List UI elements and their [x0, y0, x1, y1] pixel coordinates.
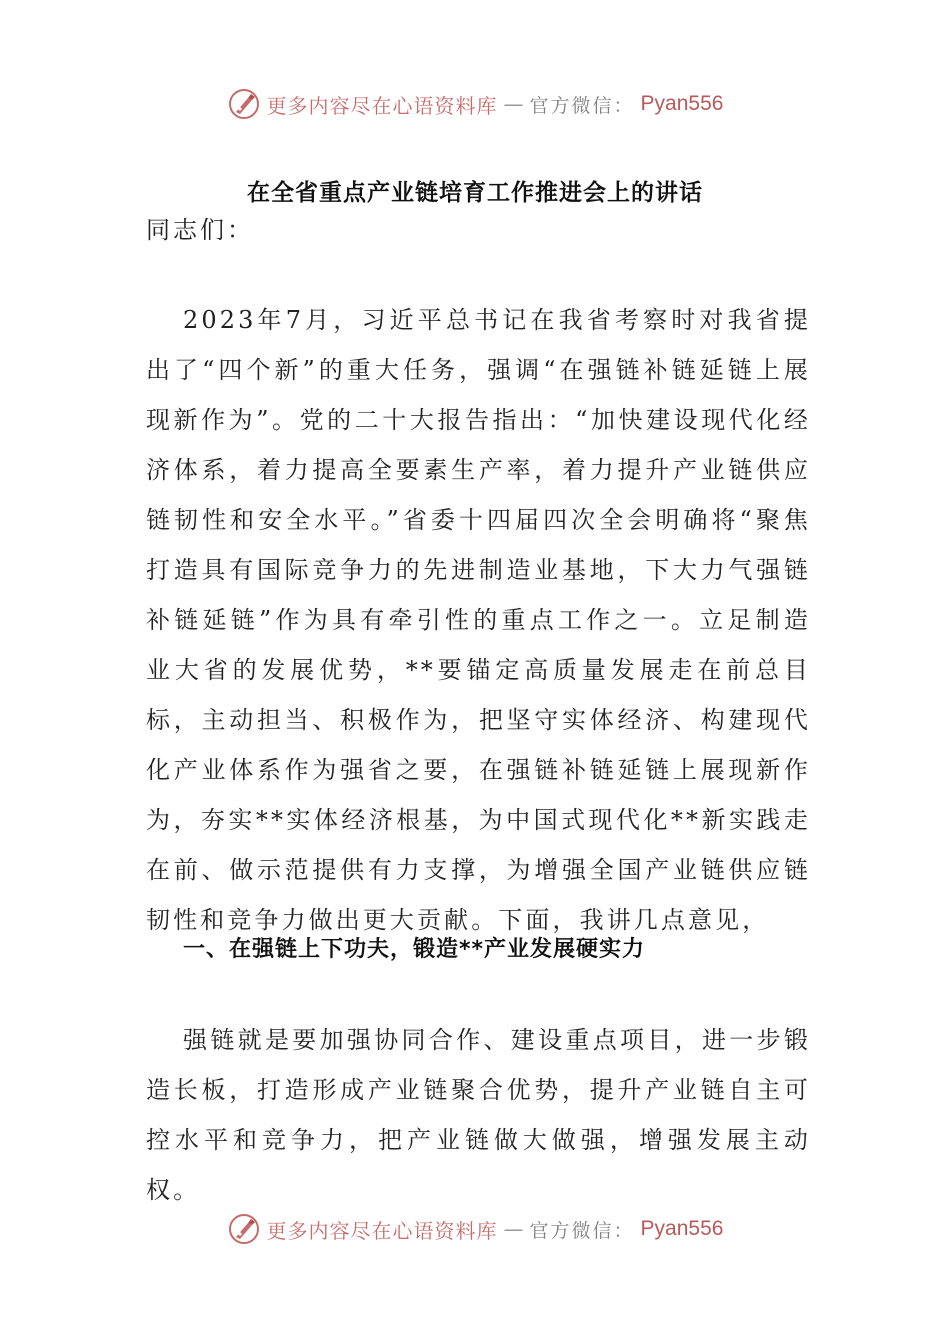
pen-nib-circle-icon [227, 1212, 261, 1246]
watermark-site-text: 更多内容尽在心语资料库 [266, 93, 498, 118]
watermark-wechat-id: Pyan556 [640, 92, 724, 115]
salutation: 同志们： [146, 216, 254, 244]
document-title: 在全省重点产业链培育工作推进会上的讲话 [247, 180, 703, 206]
watermark-dash: — [503, 92, 524, 116]
watermark-wechat-id: Pyan556 [640, 1217, 724, 1240]
body-paragraph: 强链就是要加强协同合作、建设重点项目，进一步锻造长板，打造形成产业链聚合优势，提升产业链自主可控水平和竞争力，把产业链做大做强，增强发展主动权。 [146, 1026, 811, 1204]
watermark-label: 官方微信： [529, 94, 635, 117]
watermark-label: 官方微信： [529, 1219, 635, 1242]
watermark-dash: — [503, 1217, 524, 1241]
watermark-site-text: 更多内容尽在心语资料库 [266, 1218, 498, 1243]
header-watermark [0, 84, 950, 124]
pen-nib-circle-icon [227, 87, 261, 121]
body-paragraph: 2023年7月，习近平总书记在我省考察时对我省提出了“四个新”的重大任务，强调“在强链补链延链上展现新作为”。党的二十大报告指出：“加快建设现代化经济体系，着力提高全要素生产率，着力提升产业链供应链韧性和安全水平。”省委十四届四次全会明确将“聚焦打造具有国际竞争力的先进制造业基地，下大力气强链补链延链”作为具有牵引性的重点工作之一。立足制造业大省的发展优势，**要锚定高质量发展走在前总目标，主动担当、积极作为，把坚守实体经济、构建现代化产业体系作为强省之要，在强链补链延链上展现新作为，夯实**实体经济根基，为中国式现代化**新实践走在前、做示范提供有力支撑，为增强全国产业链供应链韧性和竞争力做出更大贡献。下面，我讲几点意见， [146, 306, 811, 934]
section-heading: 一、在强链上下功夫，锻造**产业发展硬实力 [183, 937, 646, 962]
footer-watermark [0, 1209, 950, 1249]
